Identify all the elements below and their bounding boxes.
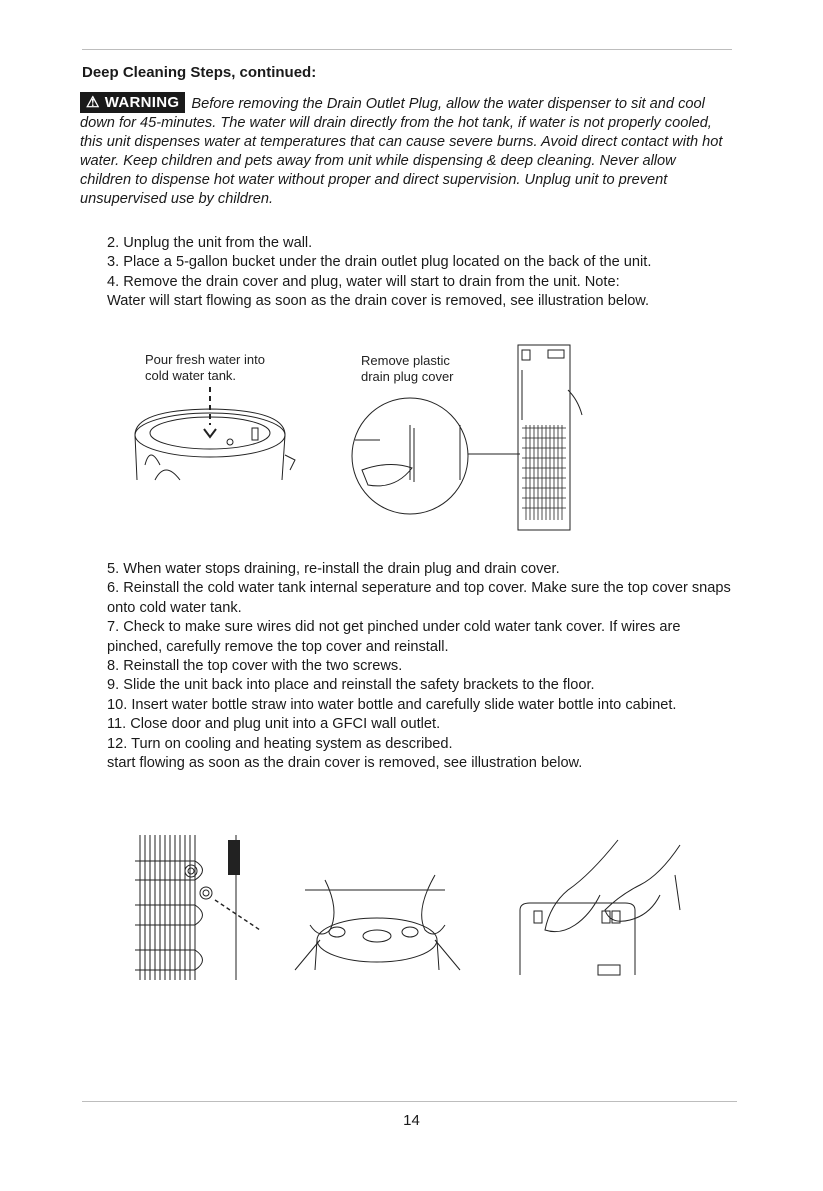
warning-text: Before removing the Drain Outlet Plug, allow the water dispenser to sit and cool down for 45-minutes. The water will drain directly from the hot tank, if water is not properly cooled, this unit dispenses water at temperatures that can cause severe burns. Avoid direct contact with hot water. Keep children and pets away from unit while dispensing & deep cleaning. Never allow children to dispense hot water without proper and direct supervision. Unplug unit to prevent unsupervised use by children. [80,96,723,207]
step-6: 6. Reinstall the cold water tank internal seperature and top cover. Make sure the top cover snaps onto cold water tank. [107,580,731,616]
coil-screws-illustration [135,835,265,985]
steps-list-b [107,560,732,773]
pour-water-label-line2: cold water tank. [145,368,237,383]
step-11: 11. Close door and plug unit into a GFCI wall outlet. [107,716,441,733]
bottom-rule [82,1101,737,1102]
page-number: 14 [403,1112,420,1129]
warning-badge-label: WARNING [104,94,180,111]
remove-plug-label-line2: drain plug cover [361,369,454,384]
cold-tank-illustration [130,385,300,490]
step-5: 5. When water stops draining, re-install the drain plug and drain cover. [107,561,560,577]
step-12: 12. Turn on cooling and heating system as described. [107,735,453,752]
remove-plug-label-line1: Remove plastic [361,353,450,368]
drain-plug-illustration [350,340,605,535]
step-2: 2. Unplug the unit from the wall. [107,235,313,251]
warning-triangle-icon: ⚠ [86,94,100,111]
step-8: 8. Reinstall the top cover with the two screws. [107,658,403,675]
section-heading: Deep Cleaning Steps, continued: [82,64,317,81]
tank-cover-hands-illustration [285,870,470,980]
warning-badge [80,92,185,113]
steps-list-a [107,234,732,312]
step-9: 9. Slide the unit back into place and reinstall the safety brackets to the floor. [107,677,595,694]
step-note: start flowing as soon as the drain cover is removed, see illustration below. [107,755,583,772]
replace-back-panel-illustration [510,835,690,980]
step-10: 10. Insert water bottle straw into water bottle and carefully slide water bottle into cabinet. [107,696,677,713]
top-rule [82,49,732,50]
pour-water-label [145,352,265,384]
step-4: 4. Remove the drain cover and plug, water will start to drain from the unit. Note: [107,273,620,290]
step-4-note: Water will start flowing as soon as the drain cover is removed, see illustration below. [107,293,650,310]
pour-water-label-line1: Pour fresh water into [145,352,265,367]
step-3: 3. Place a 5-gallon bucket under the drain outlet plug located on the back of the unit. [107,254,652,271]
step-7: 7. Check to make sure wires did not get pinched under cold water tank cover. If wires are pinched, carefully remove the top cover and reinstall. [107,619,681,655]
warning-block [80,92,730,209]
